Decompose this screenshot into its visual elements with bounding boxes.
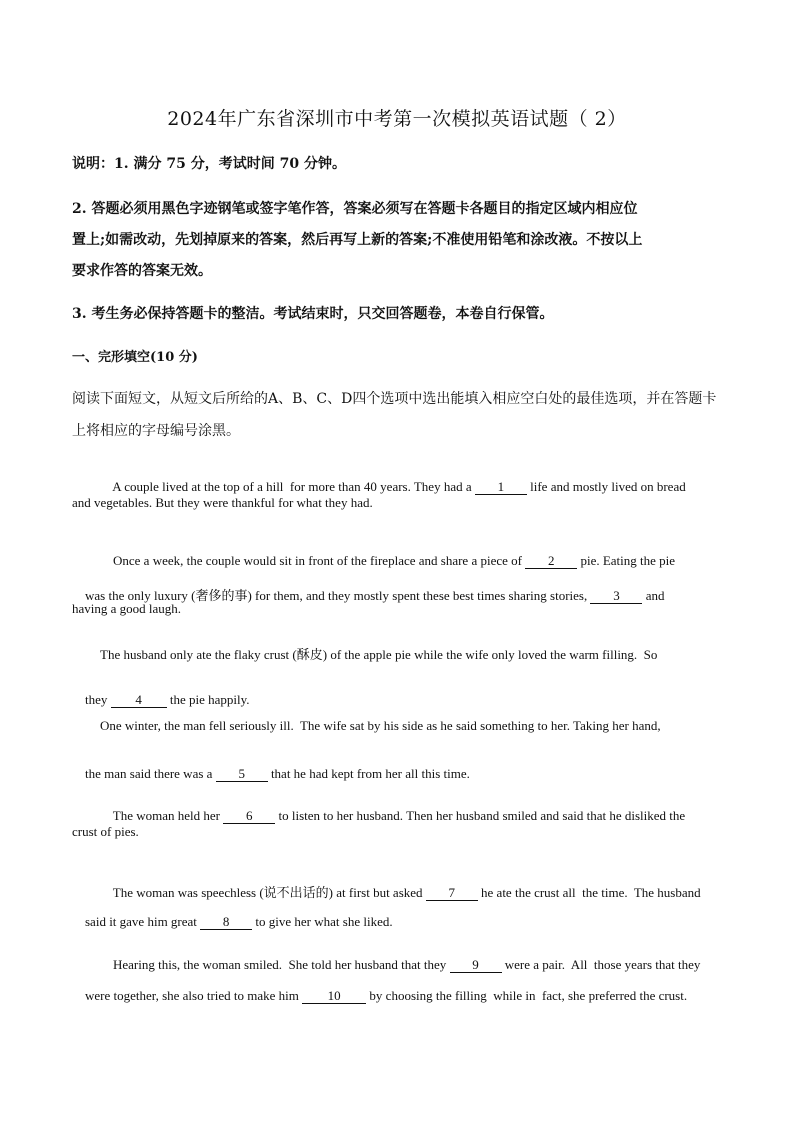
passage-p5-line-2: crust of pies.	[72, 824, 139, 839]
note-2-line-1: 2. 答题必须用黑色字迹钢笔或签字笔作答，答案必须写在答题卡各题目的指定区域内相应位	[72, 201, 638, 217]
blank-9: 9	[450, 958, 502, 973]
blank-7: 7	[426, 886, 478, 901]
passage-p4-line-2: the man said there was a 5 that he had kept from her all this time.	[85, 766, 470, 781]
note-3: 3. 考生务必保持答题卡的整洁。考试结束时，只交回答题卷，本卷自行保管。	[72, 306, 554, 322]
passage-p6-line-2: said it gave him great 8 to give her what she liked.	[85, 914, 393, 929]
passage-p2-line-2: was the only luxury (奢侈的事) for them, and they mostly spent these best times sharing stories, 3 and	[85, 588, 665, 603]
instruction-line-2: 上将相应的字母编号涂黑。	[72, 423, 240, 439]
blank-10: 10	[302, 989, 366, 1004]
note-1: 说明：1. 满分 75 分，考试时间 70 分钟。	[72, 156, 346, 172]
passage-p6-line-1: The woman was speechless (说不出话的) at first but asked 7 he ate the crust all the time. The husband	[112, 885, 701, 900]
blank-6: 6	[223, 809, 275, 824]
passage-p1-line-1: A couple lived at the top of a hill for more than 40 years. They had a 1 life and mostly lived on bread	[112, 479, 686, 494]
passage-p2-line-1: Once a week, the couple would sit in front of the fireplace and share a piece of 2 pie. Eating the pie	[113, 553, 676, 568]
passage-p7-line-2: were together, she also tried to make him 10 by choosing the filling while in fact, she preferred the crust.	[85, 988, 688, 1003]
blank-1: 1	[475, 480, 527, 495]
blank-5: 5	[216, 767, 268, 782]
blank-3: 3	[590, 589, 642, 604]
passage-p1-line-2: and vegetables. But they were thankful for what they had.	[72, 495, 373, 510]
passage-p7-line-1: Hearing this, the woman smiled. She told her husband that they 9 were a pair. All those years that they	[113, 957, 701, 972]
page-title: 2024年广东省深圳市中考第一次模拟英语试题（ 2）	[167, 108, 627, 130]
passage-p3-line-2: they 4 the pie happily.	[85, 692, 250, 707]
section-heading: 一、完形填空(10 分)	[72, 350, 198, 365]
blank-8: 8	[200, 915, 252, 930]
blank-2: 2	[525, 554, 577, 569]
passage-p3-line-1: The husband only ate the flaky crust (酥皮) of the apple pie while the wife only loved the warm filling. So	[100, 647, 658, 662]
passage-p4-line-1: One winter, the man fell seriously ill. The wife sat by his side as he said something to her. Taking her hand,	[100, 718, 661, 733]
blank-4: 4	[111, 693, 167, 708]
instruction-line-1: 阅读下面短文，从短文后所给的A、B、C、D四个选项中选出能填入相应空白处的最佳选项，并在答题卡	[72, 391, 717, 407]
passage-p5-line-1: The woman held her 6 to listen to her husband. Then her husband smiled and said that he disliked the	[112, 808, 686, 823]
note-2-line-2: 置上;如需改动，先划掉原来的答案，然后再写上新的答案;不准使用铅笔和涂改液。不按以上	[72, 232, 643, 248]
note-2-line-3: 要求作答的答案无效。	[72, 263, 212, 279]
passage-p2-line-3: having a good laugh.	[72, 601, 182, 616]
